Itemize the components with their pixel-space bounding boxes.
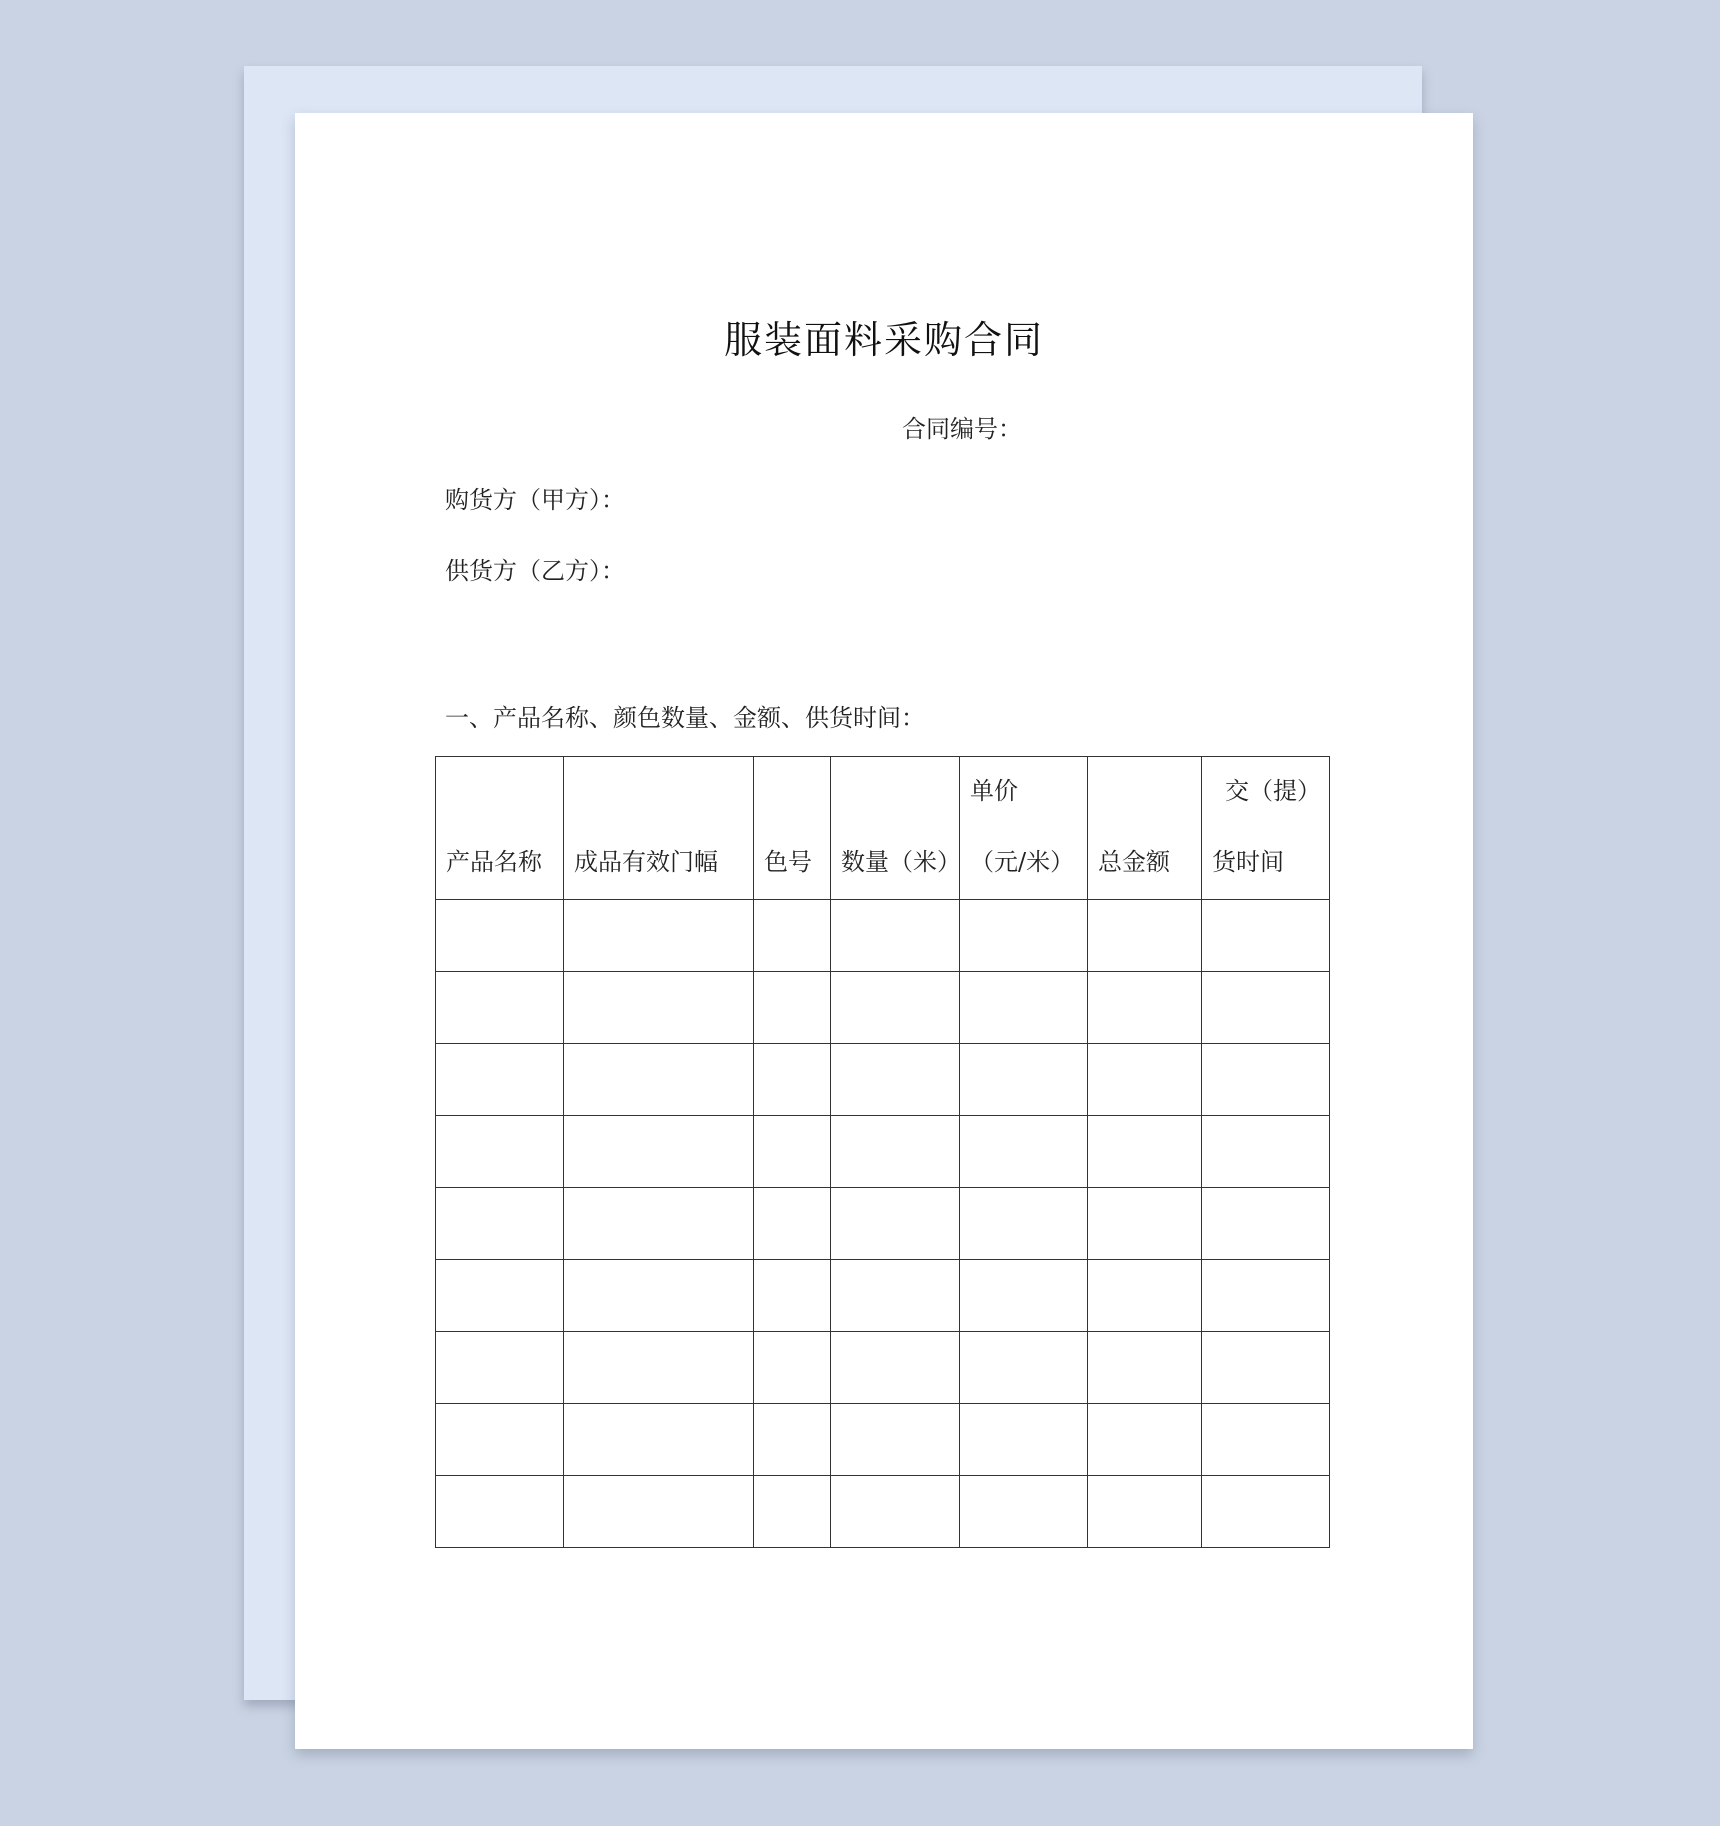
header-cell-delivery-time — [1202, 757, 1330, 900]
table-cell[interactable] — [1202, 1260, 1330, 1332]
table-cell[interactable] — [1202, 1476, 1330, 1548]
table-cell[interactable] — [436, 900, 564, 972]
table-header-row — [436, 757, 1330, 900]
table-row — [436, 900, 1330, 972]
table-cell[interactable] — [960, 900, 1088, 972]
table-cell[interactable] — [1202, 1332, 1330, 1404]
table-cell[interactable] — [831, 972, 960, 1044]
table-cell[interactable] — [1088, 1116, 1202, 1188]
table-cell[interactable] — [754, 972, 831, 1044]
table-cell[interactable] — [960, 1260, 1088, 1332]
table-cell[interactable] — [436, 1116, 564, 1188]
table-cell[interactable] — [754, 1044, 831, 1116]
table-cell[interactable] — [1088, 1044, 1202, 1116]
table-cell[interactable] — [831, 1404, 960, 1476]
table-cell[interactable] — [564, 1188, 754, 1260]
goods-table — [435, 756, 1330, 1548]
table-cell[interactable] — [1202, 972, 1330, 1044]
table-cell[interactable] — [436, 1332, 564, 1404]
table-cell[interactable] — [436, 1476, 564, 1548]
table-row — [436, 1404, 1330, 1476]
table-cell[interactable] — [1202, 1188, 1330, 1260]
header-line2: 数量（米） — [841, 848, 961, 876]
table-cell[interactable] — [1088, 1332, 1202, 1404]
header-line1: 交（提） — [1225, 777, 1321, 805]
contract-number-label: 合同编号： — [902, 415, 1022, 443]
table-cell[interactable] — [564, 1044, 754, 1116]
header-line1: 单价 — [970, 777, 1018, 805]
header-cell-quantity — [831, 757, 960, 900]
table-cell[interactable] — [1202, 900, 1330, 972]
supplier-label: 供货方（乙方）： — [445, 557, 625, 585]
table-cell[interactable] — [1202, 1044, 1330, 1116]
table-row — [436, 1188, 1330, 1260]
header-cell-total-amount — [1088, 757, 1202, 900]
table-row — [436, 1116, 1330, 1188]
table-cell[interactable] — [960, 1044, 1088, 1116]
table-cell[interactable] — [1202, 1116, 1330, 1188]
table-cell[interactable] — [754, 1116, 831, 1188]
header-line2: 成品有效门幅 — [574, 848, 718, 876]
document-title: 服装面料采购合同 — [723, 318, 1044, 362]
table-cell[interactable] — [754, 1188, 831, 1260]
table-cell[interactable] — [960, 1116, 1088, 1188]
table-cell[interactable] — [436, 1404, 564, 1476]
table-cell[interactable] — [831, 1476, 960, 1548]
table-cell[interactable] — [1088, 1404, 1202, 1476]
table-cell[interactable] — [960, 1188, 1088, 1260]
table-cell[interactable] — [564, 1332, 754, 1404]
table-cell[interactable] — [1088, 1260, 1202, 1332]
table-cell[interactable] — [564, 1260, 754, 1332]
table-cell[interactable] — [960, 1404, 1088, 1476]
header-line2: 货时间 — [1212, 848, 1284, 876]
table-cell[interactable] — [831, 1260, 960, 1332]
table-row — [436, 1044, 1330, 1116]
table-cell[interactable] — [564, 900, 754, 972]
table-cell[interactable] — [960, 972, 1088, 1044]
table-cell[interactable] — [831, 1116, 960, 1188]
table-cell[interactable] — [1202, 1404, 1330, 1476]
table-row — [436, 1332, 1330, 1404]
table-cell[interactable] — [564, 972, 754, 1044]
table-cell[interactable] — [754, 900, 831, 972]
header-cell-unit-price — [960, 757, 1088, 900]
table-cell[interactable] — [754, 1476, 831, 1548]
buyer-label: 购货方（甲方）： — [445, 486, 625, 514]
table-cell[interactable] — [564, 1476, 754, 1548]
table-body — [436, 900, 1330, 1548]
header-cell-color-code — [754, 757, 831, 900]
table-cell[interactable] — [831, 900, 960, 972]
table-cell[interactable] — [436, 1260, 564, 1332]
table-cell[interactable] — [436, 1044, 564, 1116]
table-row — [436, 1260, 1330, 1332]
table-cell[interactable] — [1088, 900, 1202, 972]
table-cell[interactable] — [1088, 972, 1202, 1044]
table-cell[interactable] — [436, 1188, 564, 1260]
header-cell-product-name — [436, 757, 564, 900]
header-line2: 产品名称 — [446, 848, 542, 876]
table-cell[interactable] — [564, 1404, 754, 1476]
table-cell[interactable] — [960, 1332, 1088, 1404]
section-1-heading: 一、产品名称、颜色数量、金额、供货时间： — [445, 704, 925, 732]
table-cell[interactable] — [754, 1260, 831, 1332]
table-cell[interactable] — [754, 1404, 831, 1476]
header-line2: 总金额 — [1098, 848, 1170, 876]
table-row — [436, 1476, 1330, 1548]
header-cell-effective-width — [564, 757, 754, 900]
table-cell[interactable] — [1088, 1188, 1202, 1260]
header-line2: （元/米） — [970, 848, 1075, 876]
table-row — [436, 972, 1330, 1044]
table-cell[interactable] — [754, 1332, 831, 1404]
table-cell[interactable] — [564, 1116, 754, 1188]
table-cell[interactable] — [831, 1044, 960, 1116]
table-cell[interactable] — [960, 1476, 1088, 1548]
table-cell[interactable] — [1088, 1476, 1202, 1548]
header-line2: 色号 — [764, 848, 812, 876]
contract-document — [295, 113, 1473, 1749]
table-cell[interactable] — [831, 1188, 960, 1260]
table-cell[interactable] — [436, 972, 564, 1044]
table-cell[interactable] — [831, 1332, 960, 1404]
